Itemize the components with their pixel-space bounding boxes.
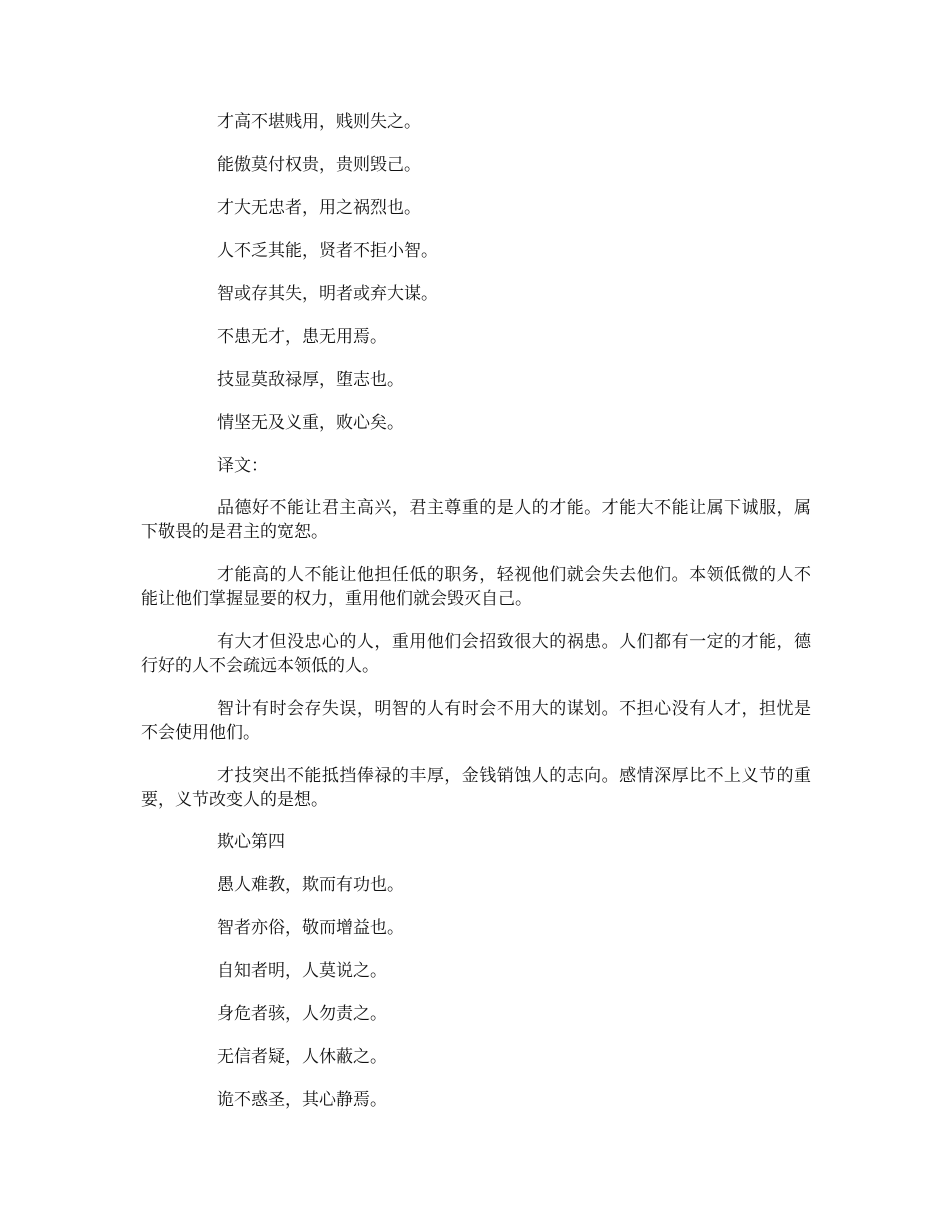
- translation-paragraph: 才能高的人不能让他担任低的职务，轻视他们就会失去他们。本领低微的人不能让他们掌握显要的权力，重用他们就会毁灭自己。: [141, 565, 811, 609]
- text-line: 人不乏其能，贤者不拒小智。: [217, 241, 438, 261]
- text-line: 才高不堪贱用，贱则失之。: [217, 112, 421, 132]
- translation-heading: 译文：: [217, 456, 268, 476]
- text-line: 能傲莫付权贵，贵则毁己。: [217, 155, 421, 175]
- text-line: 智者亦俗，敬而增益也。: [217, 918, 404, 938]
- text-line: 智或存其失，明者或弃大谋。: [217, 284, 438, 304]
- text-line: 情坚无及义重，败心矣。: [217, 413, 404, 433]
- text-line: 无信者疑，人休蔽之。: [217, 1047, 387, 1067]
- translation-paragraph: 品德好不能让君主高兴，君主尊重的是人的才能。才能大不能让属下诚服，属下敬畏的是君主的宽恕。: [141, 498, 811, 542]
- text-line: 诡不惑圣，其心静焉。: [217, 1090, 387, 1110]
- text-line: 身危者骇，人勿责之。: [217, 1004, 387, 1024]
- text-line: 自知者明，人莫说之。: [217, 961, 387, 981]
- text-line: 技显莫敌禄厚，堕志也。: [217, 370, 404, 390]
- text-line: 不患无才，患无用焉。: [217, 327, 387, 347]
- text-line: 愚人难教，欺而有功也。: [217, 875, 404, 895]
- section-title: 欺心第四: [217, 832, 285, 852]
- translation-paragraph: 才技突出不能抵挡俸禄的丰厚，金钱销蚀人的志向。感情深厚比不上义节的重要，义节改变人的是想。: [141, 766, 811, 810]
- text-line: 才大无忠者，用之祸烈也。: [217, 198, 421, 218]
- translation-paragraph: 智计有时会存失误，明智的人有时会不用大的谋划。不担心没有人才，担忧是不会使用他们。: [141, 699, 811, 743]
- translation-paragraph: 有大才但没忠心的人，重用他们会招致很大的祸患。人们都有一定的才能，德行好的人不会疏远本领低的人。: [141, 632, 811, 676]
